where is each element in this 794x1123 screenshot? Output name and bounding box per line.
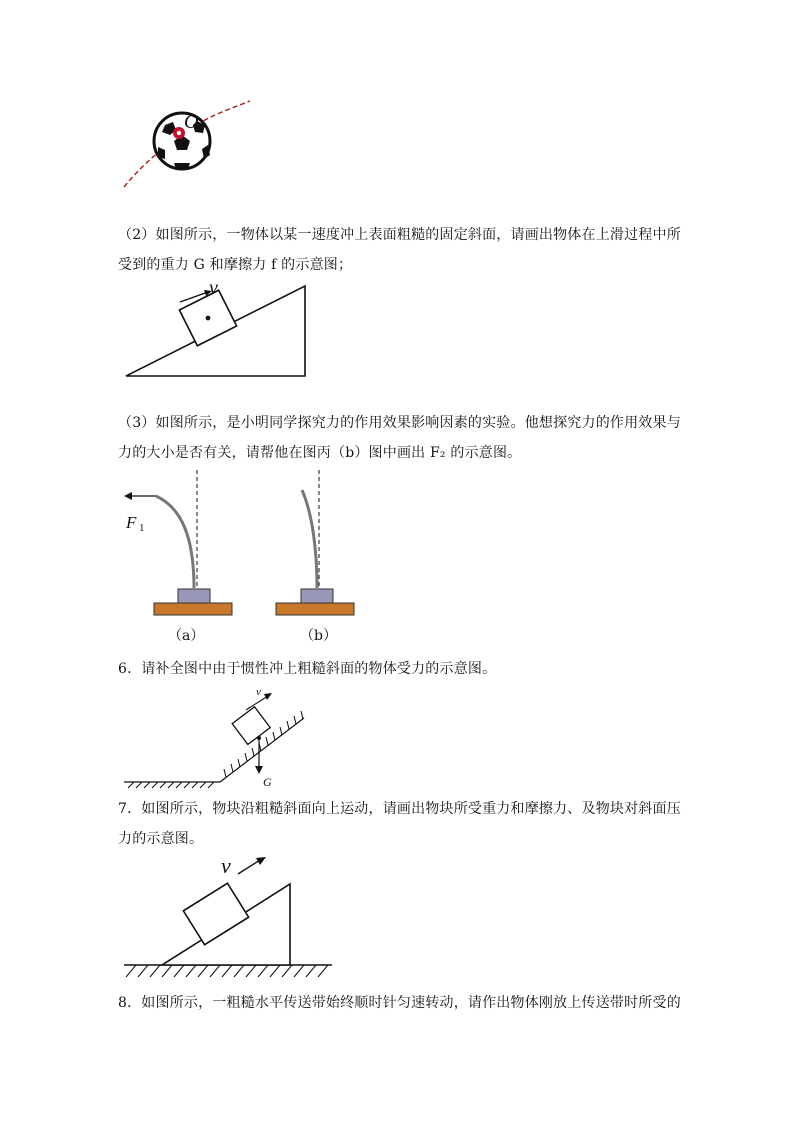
question-3-text: （3）如图所示，是小明同学探究力的作用效果影响因素的实验。他想探究力的作用效果与力的大小是否有关，请帮他在图丙（b）图中画出 F₂ 的示意图。 bbox=[118, 415, 681, 461]
base-board-a bbox=[154, 603, 232, 615]
velocity-arrow-q6 bbox=[246, 696, 268, 710]
ground-hatching bbox=[128, 782, 214, 788]
bent-rod-a bbox=[156, 496, 194, 588]
question-8-text: 8．如图所示，一粗糙水平传送带始终顺时针匀速转动，请作出物体刚放上传送带时所受的 bbox=[118, 995, 681, 1011]
incline-figure-q2 bbox=[120, 278, 320, 383]
clamp-block-a bbox=[178, 589, 210, 603]
velocity-label: v bbox=[209, 278, 218, 299]
velocity-label-q7: v bbox=[221, 853, 231, 878]
soccer-ball-figure bbox=[110, 95, 260, 195]
caption-b: （b） bbox=[300, 628, 337, 644]
velocity-label-q6: v bbox=[256, 686, 261, 698]
ground-hatching-q7 bbox=[126, 965, 328, 977]
gravity-label: G bbox=[263, 775, 272, 789]
clamp-block-b bbox=[301, 589, 333, 603]
incline-figure-q7 bbox=[120, 848, 340, 983]
base-board-b bbox=[276, 603, 354, 615]
force-label-f1-sub: 1 bbox=[139, 522, 145, 534]
bent-rod-b bbox=[302, 490, 317, 588]
force-label-f1: F bbox=[126, 513, 137, 532]
caption-a: （a） bbox=[168, 628, 205, 644]
elastic-rod-figure bbox=[118, 468, 368, 618]
velocity-arrow-q7 bbox=[238, 860, 260, 874]
question-6-text: 6．请补全图中由于惯性冲上粗糙斜面的物体受力的示意图。 bbox=[118, 661, 497, 677]
incline-figure-q6 bbox=[120, 682, 320, 792]
point-label-o: O bbox=[184, 111, 199, 133]
question-2-text: （2）如图所示，一物体以某一速度冲上表面粗糙的固定斜面，请画出物体在上滑过程中所受到的重力 G 和摩擦力 f 的示意图； bbox=[118, 227, 681, 273]
soccer-ball bbox=[154, 113, 210, 169]
block-on-slope bbox=[232, 707, 270, 745]
question-7-text: 7．如图所示，物块沿粗糙斜面向上运动，请画出物块所受重力和摩擦力、及物块对斜面压力的示意图。 bbox=[118, 801, 681, 847]
